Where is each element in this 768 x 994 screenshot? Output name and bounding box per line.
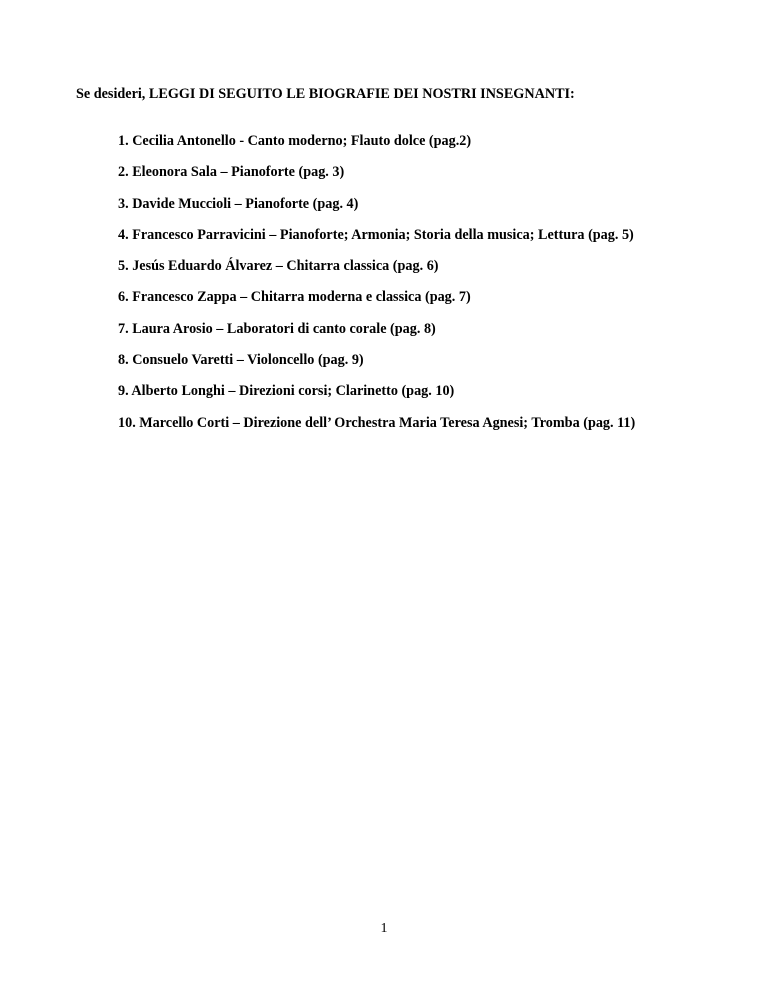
list-item: 4. Francesco Parravicini – Pianoforte; Armonia; Storia della musica; Lettura (pag. 5)	[118, 226, 634, 243]
list-item: 1. Cecilia Antonello - Canto moderno; Flauto dolce (pag.2)	[118, 133, 472, 149]
page-number: 1	[380, 921, 388, 936]
list-item: 9. Alberto Longhi – Direzioni corsi; Clarinetto (pag. 10)	[118, 383, 455, 400]
list-item: 8. Consuelo Varetti – Violoncello (pag. 9)	[118, 352, 364, 369]
list-item: 10. Marcello Corti – Direzione dell’ Orchestra Maria Teresa Agnesi; Tromba (pag. 11)	[118, 414, 636, 431]
list-item: 2. Eleonora Sala – Pianoforte (pag. 3)	[118, 164, 345, 181]
list-item: 5. Jesús Eduardo Álvarez – Chitarra classica (pag. 6)	[118, 258, 439, 275]
list-item: 7. Laura Arosio – Laboratori di canto corale (pag. 8)	[118, 320, 436, 337]
list-item: 3. Davide Muccioli – Pianoforte (pag. 4)	[118, 195, 359, 212]
document-heading: Se desideri, LEGGI DI SEGUITO LE BIOGRAFIE DEI NOSTRI INSEGNANTI:	[76, 86, 575, 102]
teacher-list	[118, 133, 635, 446]
list-item: 6. Francesco Zappa – Chitarra moderna e classica (pag. 7)	[118, 289, 471, 306]
